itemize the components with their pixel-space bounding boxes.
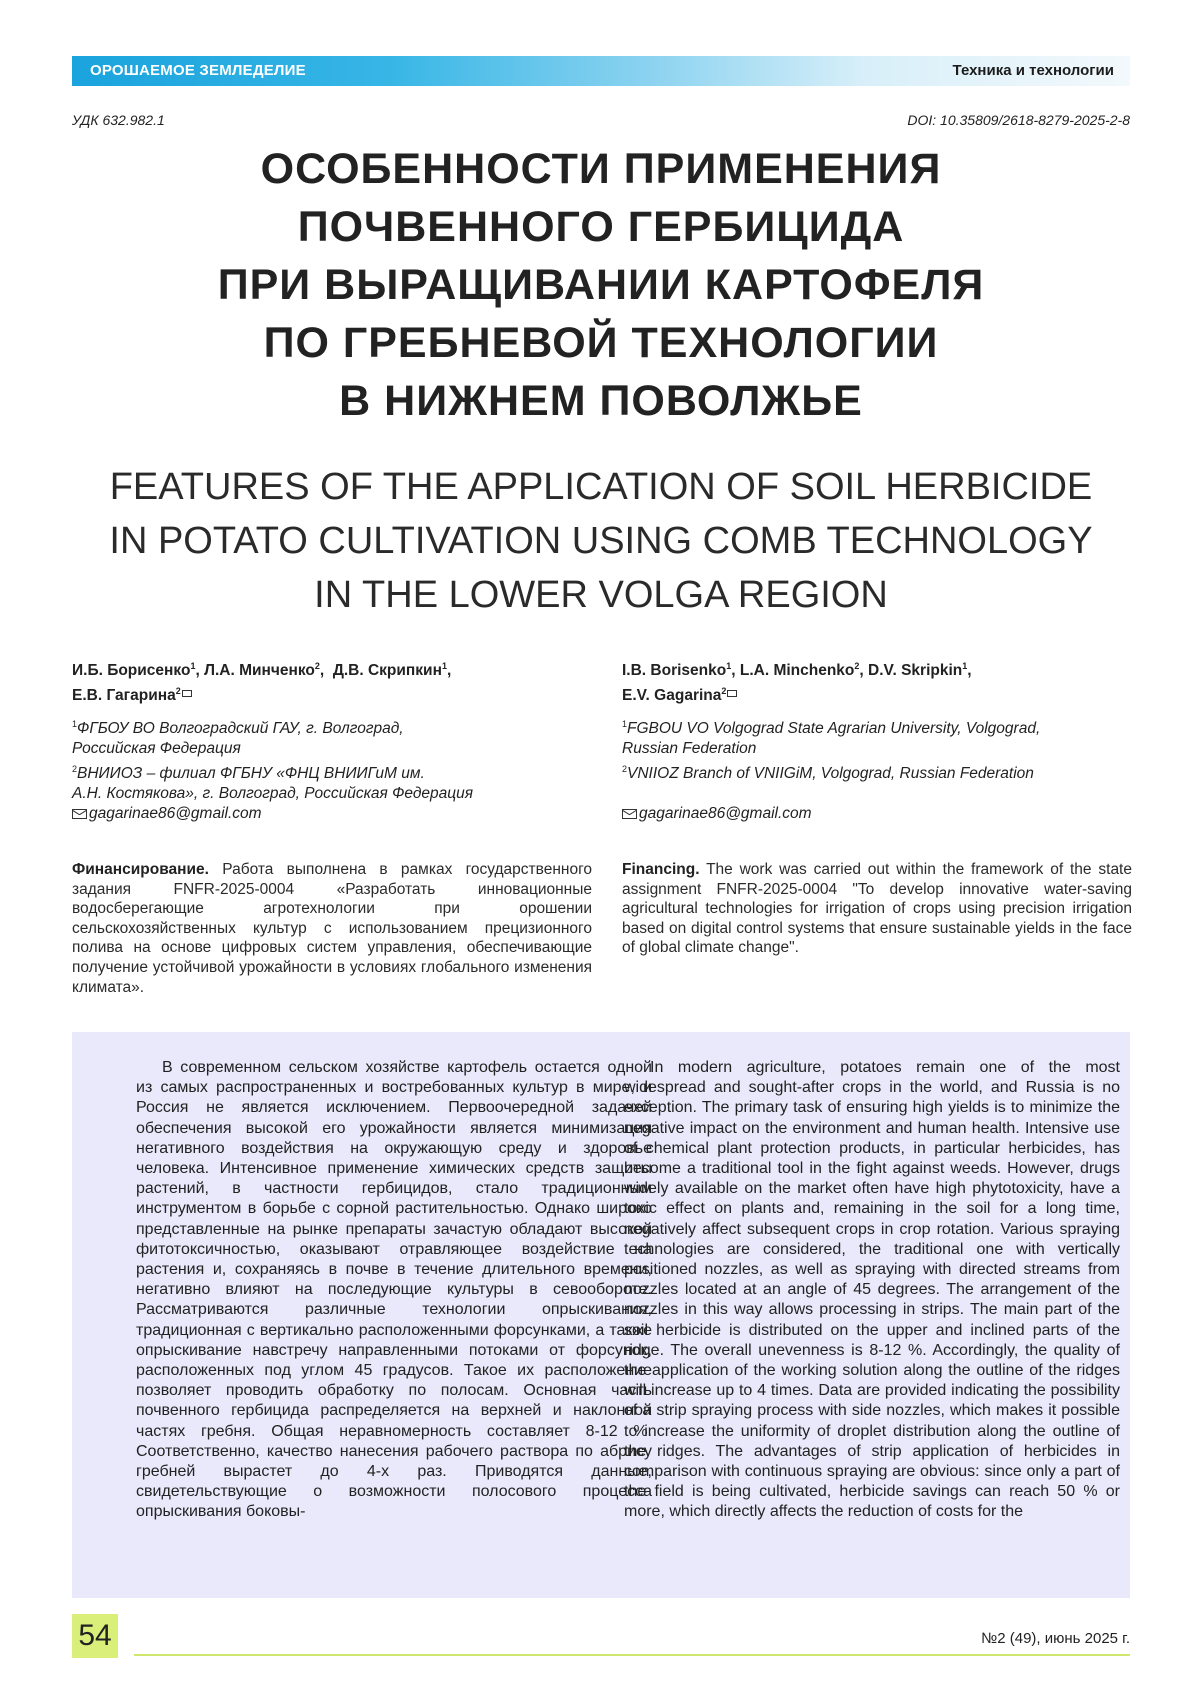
financing-label: Financing. <box>622 861 700 878</box>
title-ru-line: ПРИ ВЫРАЩИВАНИИ КАРТОФЕЛЯ <box>72 256 1130 314</box>
title-ru-line: ОСОБЕННОСТИ ПРИМЕНЕНИЯ <box>72 140 1130 198</box>
author-name: L.A. Minchenko <box>740 662 855 679</box>
affil-marker: 1 <box>190 661 195 671</box>
title-en-line: IN POTATO CULTIVATION USING COMB TECHNOLOGY <box>72 514 1130 568</box>
affiliation-line: ФГБОУ ВО Волгоградский ГАУ, г. Волгоград, <box>77 720 404 737</box>
udk-code: УДК 632.982.1 <box>72 112 165 128</box>
affiliation-line: Russian Federation <box>622 739 1132 759</box>
title-ru-line: ПОЧВЕННОГО ГЕРБИЦИДА <box>72 198 1130 256</box>
abstract-box <box>72 1032 1130 1598</box>
affil-marker: 2 <box>721 686 726 696</box>
page-number: 54 <box>72 1614 118 1658</box>
affiliations-russian: 1ФГБОУ ВО Волгоградский ГАУ, г. Волгоград, Российская Федерация 2ВНИИОЗ – филиал ФГБНУ «ФНЦ ВНИИГиМ им. А.Н. Костякова», г. Волгоград, Российская Федерация gagarinae86@gmail.com <box>72 714 592 824</box>
financing-text: Работа выполнена в рамках государственного задания FNFR-2025-0004 «Разработать инновационные водосберегающие агротехнологии при орошении сельскохозяйственных культур с использованием прецизионного полива на основе цифровых систем управления, обеспечивающие получение устойчивой урожайности в условиях глобального изменения климата». <box>72 861 592 996</box>
doi-link[interactable]: DOI: 10.35809/2618-8279-2025-2-8 <box>907 112 1130 128</box>
affiliation-line: Российская Федерация <box>72 739 592 759</box>
envelope-icon <box>72 809 87 819</box>
financing-label: Финансирование. <box>72 861 209 878</box>
affil-marker: 1 <box>962 661 967 671</box>
affiliation-line: А.Н. Костякова», г. Волгоград, Российская Федерация <box>72 784 592 804</box>
author-name: И.Б. Борисенко <box>72 662 190 679</box>
title-english <box>72 460 1130 622</box>
financing-english <box>622 860 1132 958</box>
author-name: E.V. Gagarina <box>622 687 721 704</box>
title-ru-line: В НИЖНЕМ ПОВОЛЖЬЕ <box>72 372 1130 430</box>
email-link[interactable]: gagarinae86@gmail.com <box>89 805 262 822</box>
affiliation-line: FGBOU VO Volgograd State Agrarian University, Volgograd, <box>627 720 1040 737</box>
affil-marker: 1 <box>442 661 447 671</box>
title-ru-line: ПО ГРЕБНЕВОЙ ТЕХНОЛОГИИ <box>72 314 1130 372</box>
author-name: I.B. Borisenko <box>622 662 726 679</box>
author-name: Е.В. Гагарина <box>72 687 176 704</box>
corresponding-envelope-icon <box>182 690 192 697</box>
title-en-line: FEATURES OF THE APPLICATION OF SOIL HERBICIDE <box>72 460 1130 514</box>
authors-english: I.B. Borisenko1, L.A. Minchenko2, D.V. Skripkin1, E.V. Gagarina2 <box>622 656 1132 706</box>
affil-marker: 2 <box>854 661 859 671</box>
authors-russian: И.Б. Борисенко1, Л.А. Минченко2, Д.В. Скрипкин1, Е.В. Гагарина2 <box>72 656 592 706</box>
financing-text: The work was carried out within the framework of the state assignment FNFR-2025-0004 "To develop innovative water-saving agricultural technologies for irrigation of crops using precision irrigation based on digital control systems that ensure sustainable yields in the face of global climate change". <box>622 861 1132 956</box>
author-name: Д.В. Скрипкин <box>333 662 442 679</box>
author-name: D.V. Skripkin <box>868 662 962 679</box>
issue-info: №2 (49), июнь 2025 г. <box>981 1630 1130 1647</box>
title-russian <box>72 140 1130 430</box>
title-en-line: IN THE LOWER VOLGA REGION <box>72 568 1130 622</box>
footer-divider <box>134 1654 1130 1656</box>
section-header-bar <box>72 56 1130 86</box>
affil-marker: 2 <box>176 686 181 696</box>
abstract-english: In modern agriculture, potatoes remain one of the most widespread and sought-after crops in the world, and Russia is no exception. The primary task of ensuring high yields is to minimize the negative impact on the environment and human health. Intensive use of chemical plant protection products, in particular herbicides, has become a traditional tool in the fight against weeds. However, drugs widely available on the market often have high phytotoxicity, have a toxic effect on plants and, remaining in the soil for a long time, negatively affect subsequent crops in crop rotation. Various spraying technologies are considered, the traditional one with vertically positioned nozzles, as well as spraying with directed streams from nozzles located at an angle of 45 degrees. The arrangement of the nozzles in this way allows processing in strips. The main part of the soil herbicide is distributed on the upper and inclined parts of the ridge. The overall unevenness is 8-12 %. Accordingly, the quality of the application of the working solution along the outline of the ridges will increase up to 4 times. Data are provided indicating the possibility of a strip spraying process with side nozzles, which makes it possible to increase the uniformity of droplet distribution along the outline of the ridges. The advantages of strip application of herbicides in comparison with continuous spraying are obvious: since only a part of the field is being cultivated, herbicide savings can reach 50 % or more, which directly affects the reduction of costs for the <box>624 1058 1120 1523</box>
envelope-icon <box>622 809 637 819</box>
section-name: ОРОШАЕМОЕ ЗЕМЛЕДЕЛИЕ <box>90 62 306 79</box>
abstract-russian: В современном сельском хозяйстве картофель остается одной из самых распространенных и востребованных культур в мире, и Россия не является исключением. Первоочередной задачей обеспечения высокой его урожайности является минимизация негативного воздействия на окружающую среду и здоровье человека. Интенсивное применение химических средств защиты растений, в частности гербицидов, стало традиционным инструментом в борьбе с сорной растительностью. Однако широко представленные на рынке препараты зачастую обладают высокой фитотоксичностью, оказывают отравляющее воздействие на растения и, сохраняясь в почве в течение длительного времени, негативно влияют на последующие культуры в севообороте. Рассматриваются различные технологии опрыскивания, традиционная с вертикально расположенными форсунками, а также опрыскивание навстречу направленными потоками от форсунок, расположенных под углом 45 градусов. Такое их расположение позволяет проводить обработку по полосам. Основная часть почвенного гербицида распределяется на верхней и наклонной частях гребня. Общая неравномерность составляет 8-12 %. Соответственно, качество нанесения рабочего раствора по абрису гребней вырастет до 4-х раз. Приводятся данные, свидетельствующие о возможности полосового процесса опрыскивания боковы- <box>136 1058 652 1523</box>
affil-marker: 2 <box>315 661 320 671</box>
affiliation-line: VNIIOZ Branch of VNIIGiM, Volgograd, Russian Federation <box>627 765 1034 782</box>
author-name: Л.А. Минченко <box>204 662 315 679</box>
email-link[interactable]: gagarinae86@gmail.com <box>639 805 812 822</box>
corresponding-envelope-icon <box>727 690 737 697</box>
email-row <box>622 804 1132 824</box>
rubric-name: Техника и технологии <box>953 62 1114 79</box>
affiliation-line: ВНИИОЗ – филиал ФГБНУ «ФНЦ ВНИИГиМ им. <box>77 765 425 782</box>
affil-marker: 1 <box>726 661 731 671</box>
affiliations-english: 1FGBOU VO Volgograd State Agrarian University, Volgograd, Russian Federation 2VNIIOZ Branch of VNIIGiM, Volgograd, Russian Federation gagarinae86@gmail.com <box>622 714 1132 824</box>
financing-russian <box>72 860 592 997</box>
email-row <box>72 804 592 824</box>
